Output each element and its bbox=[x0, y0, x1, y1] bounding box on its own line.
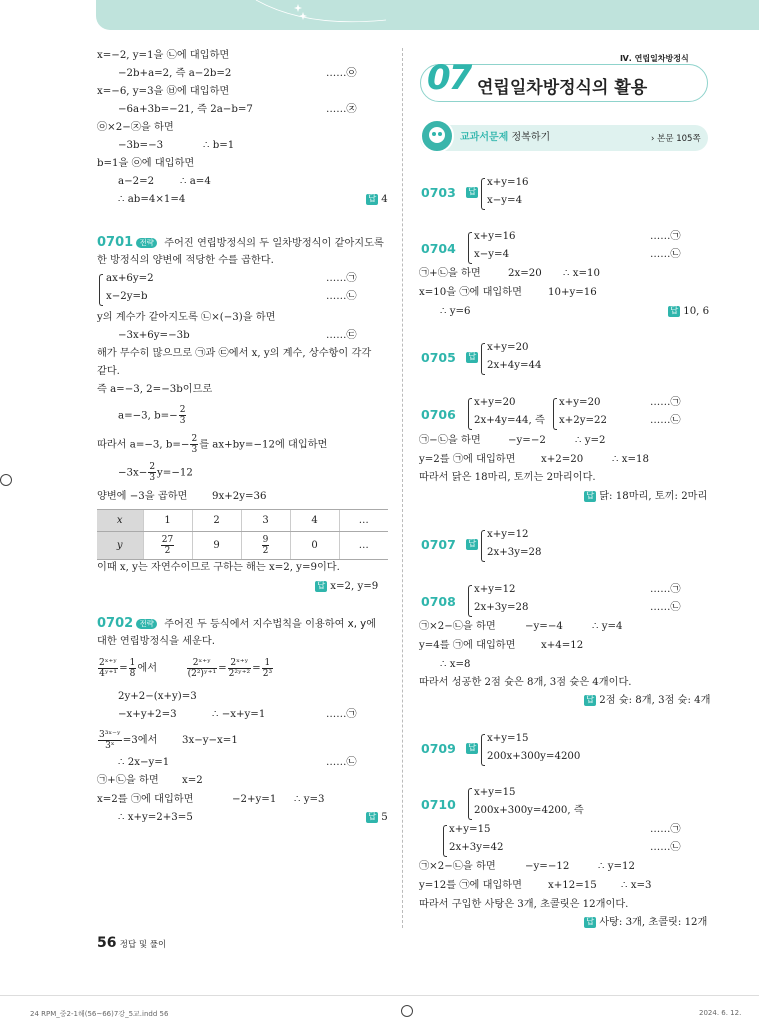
marker: ……㉡ bbox=[650, 602, 681, 613]
marker: ……㉠ bbox=[326, 273, 357, 284]
problem-number: 0709 bbox=[421, 741, 456, 756]
equation: $\frac{\text{2ˣ⁺ʸ}}{\text{4ʸ⁺¹}}$ = $\frac{1}{8}$ 에서 $\frac{\text{2ˣ⁺ʸ}}{\text{(2²)ʸ⁺¹}}$ = $\frac{\text{2ˣ⁺ʸ}}{\text{2²ʸ⁺²}}$ = $\frac{1}{\text{2³}}$ bbox=[99, 657, 273, 679]
equation: x+2=20 bbox=[541, 454, 584, 465]
answer-value: 사탕: 3개, 초콜릿: 12개 bbox=[599, 917, 708, 928]
text-line: 따라서 성공한 2점 슛은 8개, 3점 슛은 4개이다. bbox=[419, 677, 632, 688]
table-cell: 1 bbox=[143, 510, 192, 532]
numerator: 2ˣ⁺ʸ bbox=[228, 658, 252, 669]
text-line: −3b=−3 bbox=[118, 140, 164, 151]
equation: x−y=4 bbox=[487, 195, 523, 206]
answer-line bbox=[584, 694, 711, 708]
problem-number: 0708 bbox=[421, 594, 456, 609]
chapter-title: 연립일차방정식의 활용 bbox=[477, 78, 648, 98]
text-line: −2b+a=2, 즉 a−2b=2 bbox=[118, 68, 232, 79]
equation: ∴ y=4 bbox=[592, 621, 623, 632]
top-banner bbox=[96, 0, 759, 30]
chevron-right-icon: › bbox=[651, 134, 658, 144]
equation: ∴ x=3 bbox=[621, 880, 652, 891]
equation: 2x+4y=44 bbox=[487, 360, 542, 371]
numerator: 2ˣ⁺ʸ bbox=[99, 657, 118, 668]
fraction bbox=[98, 730, 122, 751]
table-row bbox=[97, 532, 388, 560]
text-line: 해가 무수히 많으므로 ㉠과 ㉢에서 x, y의 계수, 상수항이 각각 bbox=[97, 348, 372, 359]
table-cell: … bbox=[339, 532, 388, 560]
answer-value: 10, 6 bbox=[683, 306, 710, 317]
brace bbox=[481, 178, 485, 210]
text-line: ㉧×2−㉨을 하면 bbox=[97, 122, 174, 133]
numerator: 9 bbox=[262, 535, 269, 545]
brace bbox=[443, 825, 447, 857]
answer-badge: 답 bbox=[368, 812, 377, 822]
brace bbox=[99, 274, 103, 306]
equation bbox=[474, 414, 545, 428]
numerator: 1 bbox=[129, 657, 136, 668]
equation: x+2y=22 bbox=[559, 415, 608, 426]
equation bbox=[118, 405, 187, 428]
marker: ……㉠ bbox=[650, 397, 681, 408]
text-line: x=−2, y=1을 ㉡에 대입하면 bbox=[97, 50, 230, 61]
equation: x+y=16 bbox=[474, 231, 516, 242]
text-line: y=4를 ㉠에 대입하면 bbox=[419, 640, 516, 651]
answer-value: 2점 슛: 8개, 3점 슛: 4개 bbox=[599, 695, 711, 706]
registration-mark-icon bbox=[0, 474, 12, 486]
problem-number: 0703 bbox=[421, 185, 456, 200]
brace bbox=[468, 788, 472, 820]
denominator: 3ˣ bbox=[105, 740, 115, 751]
text-line: ㉠×2−㉡을 하면 bbox=[419, 861, 496, 872]
equation: 2x=20 bbox=[508, 268, 542, 279]
equation: −y=−2 bbox=[508, 435, 546, 446]
equation-text: 200x+300y=4200 bbox=[474, 805, 568, 816]
text-line: ㉠×2−㉡을 하면 bbox=[419, 621, 496, 632]
equation: 2y+2−(x+y)=3 bbox=[118, 691, 197, 702]
text-line: ㉠+㉡을 하면 bbox=[97, 775, 159, 786]
problem-0701-header bbox=[97, 236, 384, 251]
denominator: 3 bbox=[149, 473, 156, 483]
text-line: 따라서 닭은 18마리, 토끼는 2마리이다. bbox=[419, 472, 596, 483]
numerator: 2ˣ⁺ʸ bbox=[187, 658, 218, 669]
marker: ……㉢ bbox=[326, 330, 357, 341]
equation: 10+y=16 bbox=[548, 287, 597, 298]
marker: ……㉡ bbox=[650, 415, 681, 426]
subheading-b: 정복하기 bbox=[511, 132, 551, 143]
equation: x−y=4 bbox=[474, 249, 510, 260]
equation: ∴ x=10 bbox=[563, 268, 600, 279]
problem-number: 0701 bbox=[97, 235, 134, 250]
marker: ……㉠ bbox=[650, 824, 681, 835]
denominator: 2 bbox=[164, 546, 171, 556]
brace bbox=[481, 734, 485, 766]
equation: −y=−4 bbox=[525, 621, 563, 632]
mascot-icon bbox=[422, 121, 452, 151]
answer-value: x=2, y=9 bbox=[330, 581, 379, 592]
equation: −y=−12 bbox=[525, 861, 570, 872]
chapter-number: 07 bbox=[427, 58, 471, 98]
column-divider bbox=[402, 48, 403, 928]
answer-badge: 답 bbox=[586, 695, 595, 705]
fraction bbox=[187, 658, 218, 679]
text-line: 즉 a=−3, 2=−3b이므로 bbox=[97, 384, 213, 395]
section-label: Ⅳ. 연립일차방정식 bbox=[620, 54, 689, 63]
connector: , 즉 bbox=[528, 415, 545, 426]
table-cell: … bbox=[339, 510, 388, 532]
equation: x+y=15 bbox=[487, 733, 529, 744]
marker: ……㉡ bbox=[650, 249, 681, 260]
strategy-text: 대한 연립방정식을 세운다. bbox=[97, 636, 215, 647]
fraction bbox=[179, 405, 187, 426]
text-line: x=−6, y=3을 ㉥에 대입하면 bbox=[97, 86, 230, 97]
equation: x−2y=b bbox=[106, 291, 148, 302]
equation: −2+y=1 bbox=[232, 794, 277, 805]
equation bbox=[118, 462, 193, 485]
marker: ……㉧ bbox=[326, 68, 357, 79]
equation: x+12=15 bbox=[548, 880, 597, 891]
equation: x+y=15 bbox=[449, 824, 491, 835]
strategy-tag: 전략 bbox=[136, 619, 157, 629]
text: 에서 bbox=[137, 663, 158, 674]
brace bbox=[481, 343, 485, 375]
connector: , 즉 bbox=[567, 805, 584, 816]
brace bbox=[481, 530, 485, 562]
print-date: 2024. 6. 12. bbox=[699, 1009, 742, 1017]
marker: ……㉠ bbox=[326, 709, 357, 720]
text: =3에서 bbox=[122, 735, 158, 746]
denominator: 3 bbox=[179, 416, 186, 426]
strategy-tag: 전략 bbox=[136, 238, 157, 248]
marker: ……㉡ bbox=[326, 757, 357, 768]
brace bbox=[553, 398, 557, 430]
character-icon bbox=[420, 119, 454, 153]
strategy-text: 주어진 연립방정식의 두 일차방정식이 같아지도록 bbox=[164, 238, 384, 249]
fraction bbox=[98, 658, 118, 679]
marker: ……㉨ bbox=[326, 104, 357, 115]
answer-badge: 답 bbox=[468, 187, 477, 197]
equation-text: 2x+4y=44 bbox=[474, 415, 529, 426]
numerator: 2 bbox=[149, 462, 156, 472]
table-cell bbox=[241, 532, 290, 560]
page-ref bbox=[651, 132, 701, 146]
denominator: (2²)ʸ⁺¹ bbox=[187, 668, 217, 679]
equation: x+y=12 bbox=[487, 529, 529, 540]
equation: x=2 bbox=[182, 775, 203, 786]
equation bbox=[97, 728, 157, 754]
table-cell: x bbox=[97, 510, 143, 532]
equation: ∴ y=2 bbox=[575, 435, 606, 446]
page-number: 56 bbox=[97, 935, 117, 951]
numerator: 1 bbox=[262, 658, 273, 669]
denominator: 3 bbox=[191, 445, 198, 455]
page-label: 정답 및 풀이 bbox=[119, 940, 167, 950]
equation: −3x+6y=−3b bbox=[118, 330, 190, 341]
denominator: 8 bbox=[129, 668, 136, 679]
text-line: x=10을 ㉠에 대입하면 bbox=[419, 287, 522, 298]
equation: ∴ 2x−y=1 bbox=[118, 757, 170, 768]
fraction bbox=[262, 535, 270, 556]
marker: ……㉡ bbox=[650, 842, 681, 853]
equation: 9x+2y=36 bbox=[212, 491, 267, 502]
answer-line bbox=[366, 811, 388, 825]
fraction bbox=[190, 434, 198, 455]
equation bbox=[474, 804, 584, 818]
page-footer bbox=[97, 936, 166, 952]
equation: ∴ y=12 bbox=[598, 861, 635, 872]
answer-line bbox=[584, 490, 707, 504]
equation: ax+6y=2 bbox=[106, 273, 154, 284]
problem-number: 0707 bbox=[421, 537, 456, 552]
marker: ……㉠ bbox=[650, 231, 681, 242]
banner-decoration bbox=[246, 0, 406, 30]
value-table bbox=[97, 509, 388, 560]
fraction bbox=[161, 535, 174, 556]
text: y=−12 bbox=[157, 467, 193, 479]
equation: x+y=20 bbox=[559, 397, 601, 408]
text-line: −6a+3b=−21, 즉 2a−b=7 bbox=[118, 104, 253, 115]
answer-badge: 답 bbox=[586, 917, 595, 927]
problem-number: 0704 bbox=[421, 241, 456, 256]
marker: ……㉠ bbox=[650, 584, 681, 595]
equation: 2x+3y=42 bbox=[449, 842, 504, 853]
equation: 2x+3y=28 bbox=[487, 547, 542, 558]
subheading-a: 교과서문제 bbox=[460, 132, 509, 143]
fraction bbox=[228, 658, 252, 679]
equation: ∴ y=3 bbox=[294, 794, 325, 805]
equation: x+y=20 bbox=[487, 342, 529, 353]
equation-text: a=−3, b=− bbox=[118, 410, 178, 422]
equation: ∴ y=6 bbox=[440, 306, 471, 317]
equation: x+y=16 bbox=[487, 177, 529, 188]
equation: x+y=12 bbox=[474, 584, 516, 595]
text-line: a−2=2 bbox=[118, 176, 155, 187]
table-cell: 4 bbox=[290, 510, 339, 532]
text-line: ㉠−㉡을 하면 bbox=[419, 435, 481, 446]
strategy-text: 주어진 두 등식에서 지수법칙을 이용하여 x, y에 bbox=[164, 619, 377, 630]
marker: ……㉡ bbox=[326, 291, 357, 302]
answer-line bbox=[315, 580, 378, 594]
fraction bbox=[148, 462, 156, 483]
text-line: y=12를 ㉠에 대입하면 bbox=[419, 880, 522, 891]
equation: 2x+3y=28 bbox=[474, 602, 529, 613]
answer-badge: 답 bbox=[317, 581, 326, 591]
problem-number: 0705 bbox=[421, 350, 456, 365]
equation: x+y=20 bbox=[474, 397, 516, 408]
text-line: ㉠+㉡을 하면 bbox=[419, 268, 481, 279]
numerator: 27 bbox=[161, 535, 174, 545]
problem-number: 0710 bbox=[421, 797, 456, 812]
table-row bbox=[97, 510, 388, 532]
answer-badge: 답 bbox=[670, 306, 679, 316]
problem-number: 0702 bbox=[97, 616, 134, 631]
problem-0702-header bbox=[97, 617, 376, 632]
brace bbox=[468, 585, 472, 617]
answer-badge: 답 bbox=[586, 491, 595, 501]
text: −3x− bbox=[118, 467, 148, 479]
brace bbox=[468, 232, 472, 264]
table-cell: 0 bbox=[290, 532, 339, 560]
table-cell: 3 bbox=[241, 510, 290, 532]
subheading bbox=[460, 131, 550, 145]
text-line: 같다. bbox=[97, 366, 120, 377]
text-line: x=2를 ㉠에 대입하면 bbox=[97, 794, 194, 805]
text-line: y=2를 ㉠에 대입하면 bbox=[419, 454, 516, 465]
text: 를 ax+by=−12에 대입하면 bbox=[199, 439, 328, 451]
equation: ∴ x=18 bbox=[612, 454, 649, 465]
text-line: ∴ ab=4×1=4 bbox=[118, 194, 186, 205]
answer-badge: 답 bbox=[468, 539, 477, 549]
fraction bbox=[129, 658, 137, 679]
text-line: y의 계수가 같아지도록 ㉡×(−3)을 하면 bbox=[97, 312, 276, 323]
text-line: 양변에 −3을 곱하면 bbox=[97, 491, 188, 502]
numerator: 3³ˣ⁻ʸ bbox=[99, 729, 121, 740]
table-cell: 2 bbox=[192, 510, 241, 532]
fraction bbox=[262, 658, 273, 679]
numerator: 2 bbox=[191, 434, 198, 444]
text-line: 따라서 구입한 사탕은 3개, 초콜릿은 12개이다. bbox=[419, 899, 629, 910]
table-cell bbox=[143, 532, 192, 560]
trim-line bbox=[0, 995, 759, 996]
text-line: ∴ b=1 bbox=[203, 140, 235, 151]
denominator: 2³ bbox=[262, 668, 273, 679]
answer-value: 닭: 18마리, 토끼: 2마리 bbox=[599, 491, 708, 502]
table-cell: 9 bbox=[192, 532, 241, 560]
answer-value: 4 bbox=[381, 194, 388, 205]
table-cell: y bbox=[97, 532, 143, 560]
equation: −x+y+2=3 bbox=[118, 709, 177, 720]
brace bbox=[468, 398, 472, 430]
answer-line bbox=[668, 305, 709, 319]
equation: x+4=12 bbox=[541, 640, 584, 651]
answer-badge: 답 bbox=[468, 352, 477, 362]
file-slug: 24 RPM_중2-1해(56~66)7강_5교.indd 56 bbox=[30, 1010, 169, 1018]
denominator: 4ʸ⁺¹ bbox=[99, 668, 117, 679]
answer-line bbox=[366, 193, 388, 207]
equation: 3x−y−x=1 bbox=[182, 735, 238, 746]
denominator: 2 bbox=[262, 546, 269, 556]
text-line: 이때 x, y는 자연수이므로 구하는 해는 x=2, y=9이다. bbox=[97, 562, 340, 573]
text-line: b=1을 ㉧에 대입하면 bbox=[97, 158, 195, 169]
text: 따라서 a=−3, b=− bbox=[97, 439, 190, 451]
numerator: 2 bbox=[179, 405, 186, 415]
problem-number: 0706 bbox=[421, 407, 456, 422]
registration-mark-icon bbox=[401, 1005, 413, 1017]
equation: ∴ x+y=2+3=5 bbox=[118, 812, 193, 823]
strategy-text: 한 방정식의 양변에 적당한 수를 곱한다. bbox=[97, 255, 274, 266]
answer-value: 5 bbox=[381, 812, 388, 823]
text-line bbox=[97, 434, 327, 457]
text-line: ∴ a=4 bbox=[180, 176, 211, 187]
answer-line bbox=[584, 916, 707, 930]
page-ref-text: 본문 105쪽 bbox=[657, 134, 701, 144]
answer-badge: 답 bbox=[368, 194, 377, 204]
equation: ∴ −x+y=1 bbox=[212, 709, 266, 720]
denominator: 2²ʸ⁺² bbox=[228, 668, 251, 679]
equation: 200x+300y=4200 bbox=[487, 751, 581, 762]
equation: x+y=15 bbox=[474, 787, 516, 798]
equation: ∴ x=8 bbox=[440, 659, 471, 670]
answer-badge: 답 bbox=[468, 743, 477, 753]
